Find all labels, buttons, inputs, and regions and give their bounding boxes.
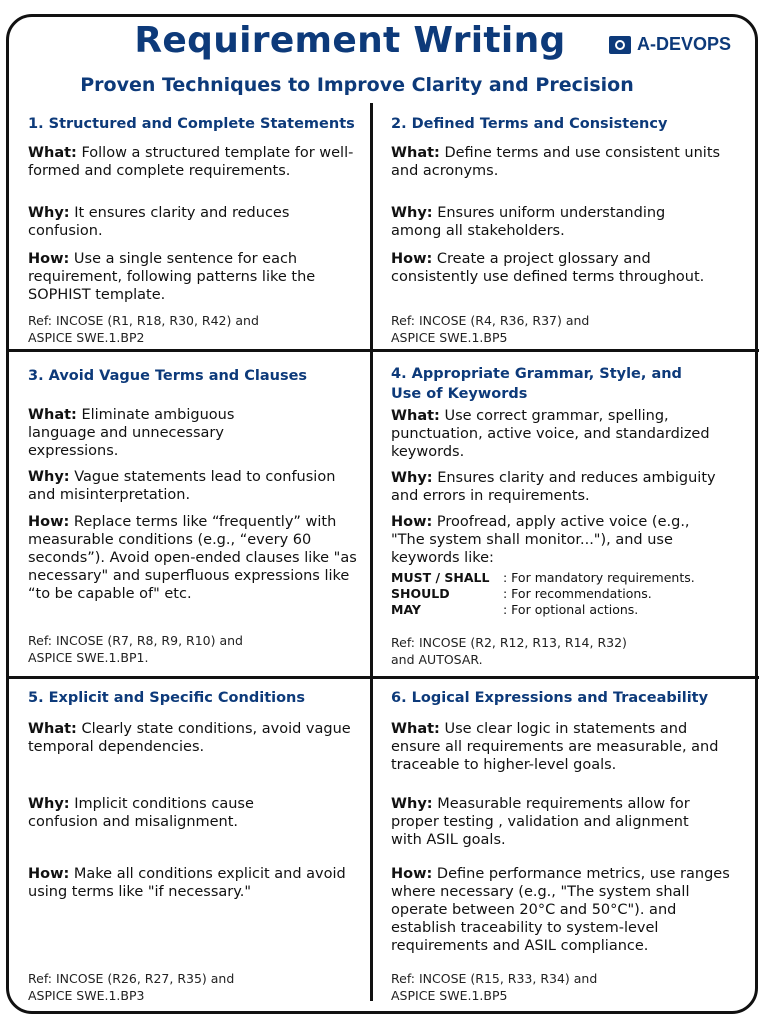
section-heading: 1. Structured and Complete Statements xyxy=(28,116,355,132)
how-text: How: Create a project glossary and consistently use defined terms throughout. xyxy=(391,251,705,285)
section-heading: 5. Explicit and Specific Conditions xyxy=(28,690,306,706)
page-title: Requirement Writing xyxy=(134,20,566,61)
ref-text: Ref: INCOSE (R15, R33, R34) and ASPICE SWE.1.BP5 xyxy=(391,971,598,1003)
ref-text: Ref: INCOSE (R26, R27, R35) and ASPICE SWE.1.BP3 xyxy=(28,971,235,1003)
section-1 xyxy=(28,114,366,346)
how-text: How: Use a single sentence for each requirement, following patterns like the SOPHIST template. xyxy=(28,251,316,303)
ref-text: Ref: INCOSE (R1, R18, R30, R42) and ASPICE SWE.1.BP2 xyxy=(28,313,259,345)
brand-logo xyxy=(609,34,731,55)
why-text: Why: Ensures uniform understanding among all stakeholders. xyxy=(391,205,666,239)
how-text: How: Make all conditions explicit and avoid using terms like "if necessary." xyxy=(28,866,346,900)
section-2 xyxy=(391,114,731,346)
what-text: What: Clearly state conditions, avoid vague temporal dependencies. xyxy=(28,721,351,755)
section-heading: 3. Avoid Vague Terms and Clauses xyxy=(28,368,308,384)
section-4 xyxy=(391,364,736,672)
how-text: How: Replace terms like “frequently” with measurable conditions (e.g., “every 60 seconds”). Avoid open-ended clauses like "as necessary" and superfluous expressions like “to be capable of" etc. xyxy=(28,514,357,602)
logo-text: A-DEVOPS xyxy=(637,34,732,54)
ref-text: Ref: INCOSE (R4, R36, R37) and ASPICE SWE.1.BP5 xyxy=(391,313,590,345)
section-5 xyxy=(28,688,366,1004)
why-text: Why: Ensures clarity and reduces ambiguity and errors in requirements. xyxy=(391,470,716,504)
row-divider-1 xyxy=(9,349,759,352)
why-text: Why: Implicit conditions cause confusion and misalignment. xyxy=(28,796,254,830)
section-6 xyxy=(391,688,736,1004)
ref-text: Ref: INCOSE (R7, R8, R9, R10) and ASPICE SWE.1.BP1. xyxy=(28,633,243,665)
why-text: Why: Vague statements lead to confusion and misinterpretation. xyxy=(28,469,336,503)
how-text: How: Define performance metrics, use ranges where necessary (e.g., "The system shall operate between 20°C and 50°C"). and establish traceability to system-level requirements and ASIL compliance. xyxy=(391,866,730,954)
what-text: What: Use correct grammar, spelling, punctuation, active voice, and standardized keywords. xyxy=(391,408,710,460)
keyword-row: MUST / SHALL : For mandatory requirements. xyxy=(391,570,695,585)
keyword-row: MAY : For optional actions. xyxy=(391,602,639,617)
what-text: What: Use clear logic in statements and ensure all requirements are measurable, and traceable to higher-level goals. xyxy=(391,721,719,773)
keyword-row: SHOULD : For recommendations. xyxy=(391,586,652,601)
section-heading: 4. Appropriate Grammar, Style, and Use of Keywords xyxy=(391,366,682,402)
why-text: Why: It ensures clarity and reduces confusion. xyxy=(28,205,290,239)
what-text: What: Define terms and use consistent units and acronyms. xyxy=(391,145,721,179)
keyword-list xyxy=(391,570,736,618)
how-text: How: Proofread, apply active voice (e.g., "The system shall monitor..."), and use keywords like: xyxy=(391,514,690,566)
logo-icon xyxy=(609,36,631,54)
row-divider-2 xyxy=(9,676,759,679)
section-heading: 2. Defined Terms and Consistency xyxy=(391,116,668,132)
page-subtitle: Proven Techniques to Improve Clarity and Precision xyxy=(80,74,634,96)
section-heading: 6. Logical Expressions and Traceability xyxy=(391,690,709,706)
column-divider xyxy=(370,103,373,1001)
section-3 xyxy=(28,366,366,672)
what-text: What: Follow a structured template for well-formed and complete requirements. xyxy=(28,145,354,179)
what-text: What: Eliminate ambiguous language and unnecessary expressions. xyxy=(28,407,235,459)
ref-text: Ref: INCOSE (R2, R12, R13, R14, R32) and AUTOSAR. xyxy=(391,635,627,667)
why-text: Why: Measurable requirements allow for proper testing , validation and alignment with ASIL goals. xyxy=(391,796,690,848)
